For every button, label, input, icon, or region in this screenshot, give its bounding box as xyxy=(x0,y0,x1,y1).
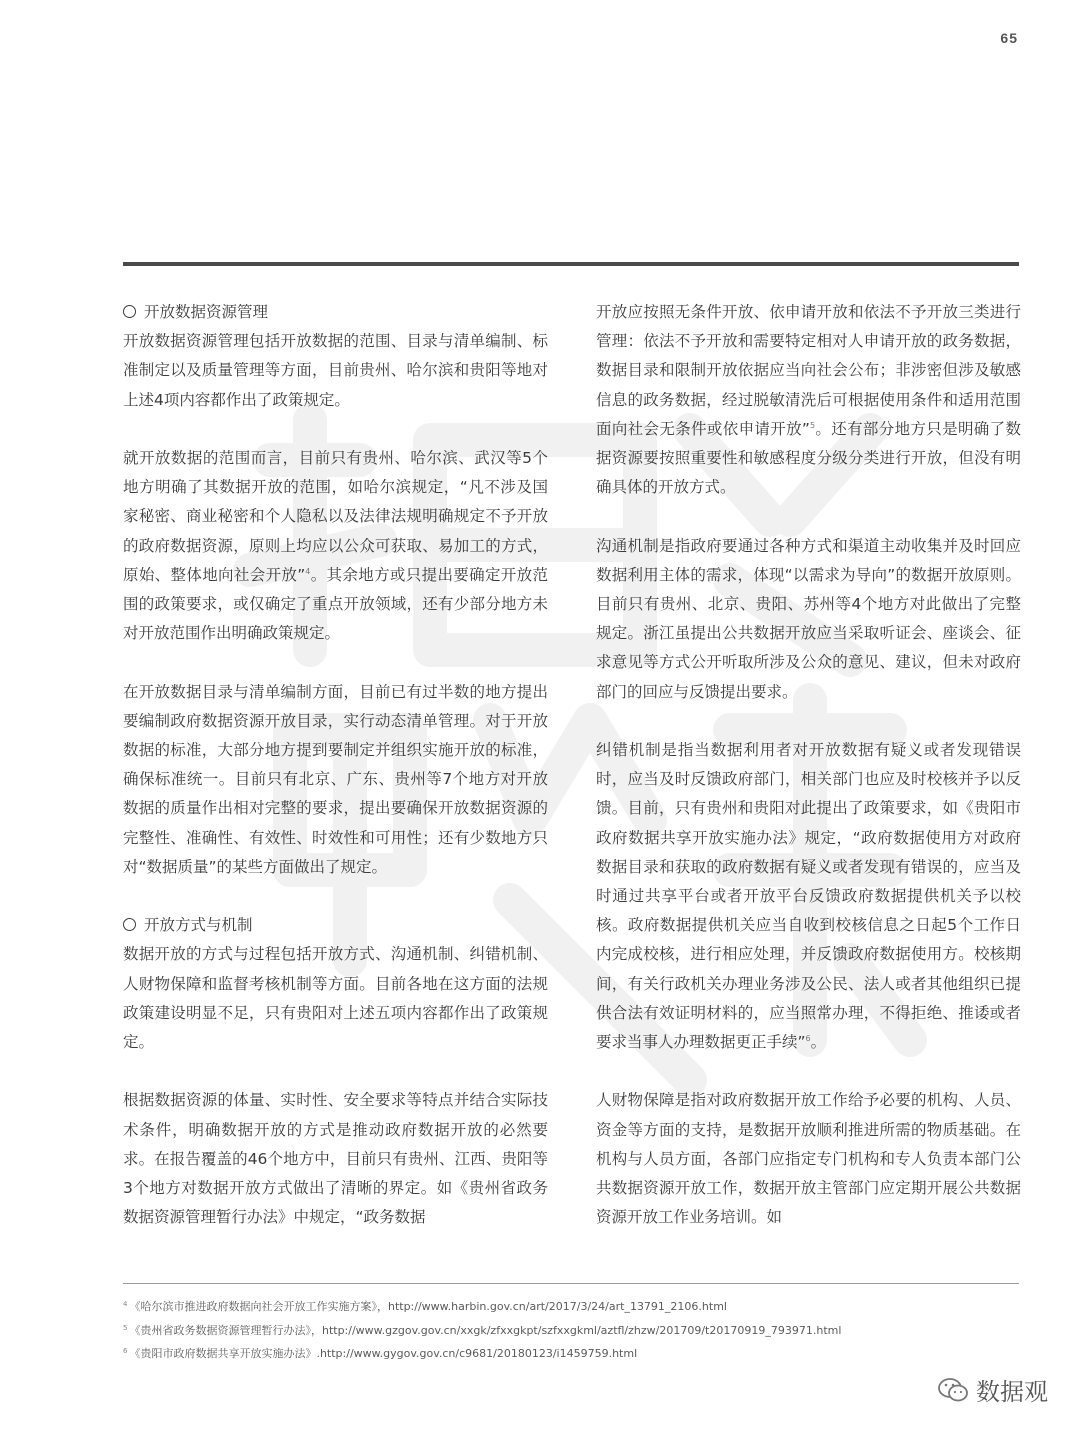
section-heading-resource-management: 开放数据资源管理 xyxy=(123,298,548,327)
page-number: 65 xyxy=(1000,30,1018,46)
circle-bullet-icon xyxy=(123,305,136,318)
footnote-ref: 6 xyxy=(805,1034,811,1044)
footnotes xyxy=(123,1294,841,1365)
paragraph: 数据开放的方式与过程包括开放方式、沟通机制、纠错机制、人财物保障和监督考核机制等方面。目前各地在这方面的法规政策建设明显不足，只有贵阳对上述五项内容都作出了政策规定。 xyxy=(123,945,548,1052)
paragraph: 开放应按照无条件开放、依申请开放和依法不予开放三类进行管理：依法不予开放和需要特定相对人申请开放的政务数据，数据目录和限制开放依据应当向社会公布；非涉密但涉及敏感信息的政务数据，经过脱敏清洗后可根据使用条件和适用范围面向社会无条件或依申请开放”$^5$。还有部分地方只是明确了数据资源要按照重要性和敏感程度分级分类进行开放，但没有明确具体的开放方式。 xyxy=(596,303,1021,497)
footnote-ref: 4 xyxy=(305,566,311,576)
footnote-ref: 5 xyxy=(809,420,816,430)
wechat-icon xyxy=(938,1377,968,1403)
paragraph: 开放数据资源管理包括开放数据的范围、目录与清单编制、标准制定以及质量管理等方面，目前贵州、哈尔滨和贵阳等地对上述4项内容都作出了政策规定。 xyxy=(123,332,548,409)
paragraph: 纠错机制是指当数据利用者对开放数据有疑义或者发现错误时，应当及时反馈政府部门，相关部门也应及时校核并予以反馈。目前，只有贵州和贵阳对此提出了政策要求，如《贵阳市政府数据共享开放实施办法》规定，“政府数据使用方对政府数据目录和获取的政府数据有疑义或者发现有错误的，应当及时通过共享平台或者开放平台反馈政府数据提供机关予以校核。政府数据提供机关应当自收到校核信息之日起5个工作日内完成校核，进行相应处理，并反馈政府数据使用方。校核期间，有关行政机关办理业务涉及公民、法人或者其他组织已提供合法有效证明材料的，应当照常办理，不得拒绝、推诿或者要求当事人办理数据更正手续”$^6$。 xyxy=(596,741,1021,1052)
paragraph: 人财物保障是指对政府数据开放工作给予必要的机构、人员、资金等方面的支持，是数据开放顺利推进所需的物质基础。在机构与人员方面，各部门应指定专门机构和专人负责本部门公共数据资源开放工作，数据开放主管部门应定期开展公共数据资源开放工作业务培训。如 xyxy=(596,1091,1021,1227)
header-divider xyxy=(123,262,1019,266)
paragraph: 就开放数据的范围而言，目前只有贵州、哈尔滨、武汉等5个地方明确了其数据开放的范围，如哈尔滨规定，“凡不涉及国家秘密、商业秘密和个人隐私以及法律法规明确规定不予开放的政府数据资源，原则上均应以公众可获取、易加工的方式，原始、整体地向社会开放”$^4$。其余地方或只提出要确定开放范围的政策要求，或仅确定了重点开放领域，还有少部分地方未对开放范围作出明确政策规定。 xyxy=(123,449,548,643)
footnote-divider xyxy=(123,1283,1019,1284)
brand-watermark xyxy=(938,1372,1048,1407)
left-column xyxy=(123,298,548,1262)
circle-bullet-icon xyxy=(123,918,136,931)
section-heading-open-methods: 开放方式与机制 xyxy=(123,911,548,940)
brand-name: 数据观 xyxy=(976,1378,1048,1406)
footnote: $^5$ 《贵州省政务数据资源管理暂行办法》，http://www.gzgov.gov.cn/xxgk/zfxxgkpt/szfxxgkml/aztfl/zhzw/201709/t20170919_793971.html xyxy=(123,1323,842,1337)
paragraph: 沟通机制是指政府要通过各种方式和渠道主动收集并及时回应数据利用主体的需求，体现“以需求为导向”的数据开放原则。目前只有贵州、北京、贵阳、苏州等4个地方对此做出了完整规定。浙江虽提出公共数据开放应当采取听证会、座谈会、征求意见等方式公开听取所涉及公众的意见、建议，但未对政府部门的回应与反馈提出要求。 xyxy=(596,536,1021,701)
paragraph: 在开放数据目录与清单编制方面，目前已有过半数的地方提出要编制政府数据资源开放目录，实行动态清单管理。对于开放数据的标准，大部分地方提到要制定并组织实施开放的标准，确保标准统一。目前只有北京、广东、贵州等7个地方对开放数据的质量作出相对完整的要求，提出要确保开放数据资源的完整性、准确性、有效性、时效性和可用性；还有少数地方只对“数据质量”的某些方面做出了规定。 xyxy=(123,682,548,876)
footnote: $^6$ 《贵阳市政府数据共享开放实施办法》.http://www.gygov.gov.cn/c9681/20180123/i1459759.html xyxy=(123,1347,638,1360)
paragraph: 根据数据资源的体量、实时性、安全要求等特点并结合实际技术条件，明确数据开放的方式是推动政府数据开放的必然要求。在报告覆盖的46个地方中，目前只有贵州、江西、贵阳等3个地方对数据开放方式做出了清晰的界定。如《贵州省政务数据资源管理暂行办法》中规定，“政务数据 xyxy=(123,1091,548,1227)
footnote: $^4$ 《哈尔滨市推进政府数据向社会开放工作实施方案》，http://www.harbin.gov.cn/art/2017/3/24/art_13791_2106.html xyxy=(123,1300,727,1313)
right-column xyxy=(596,298,1021,1262)
